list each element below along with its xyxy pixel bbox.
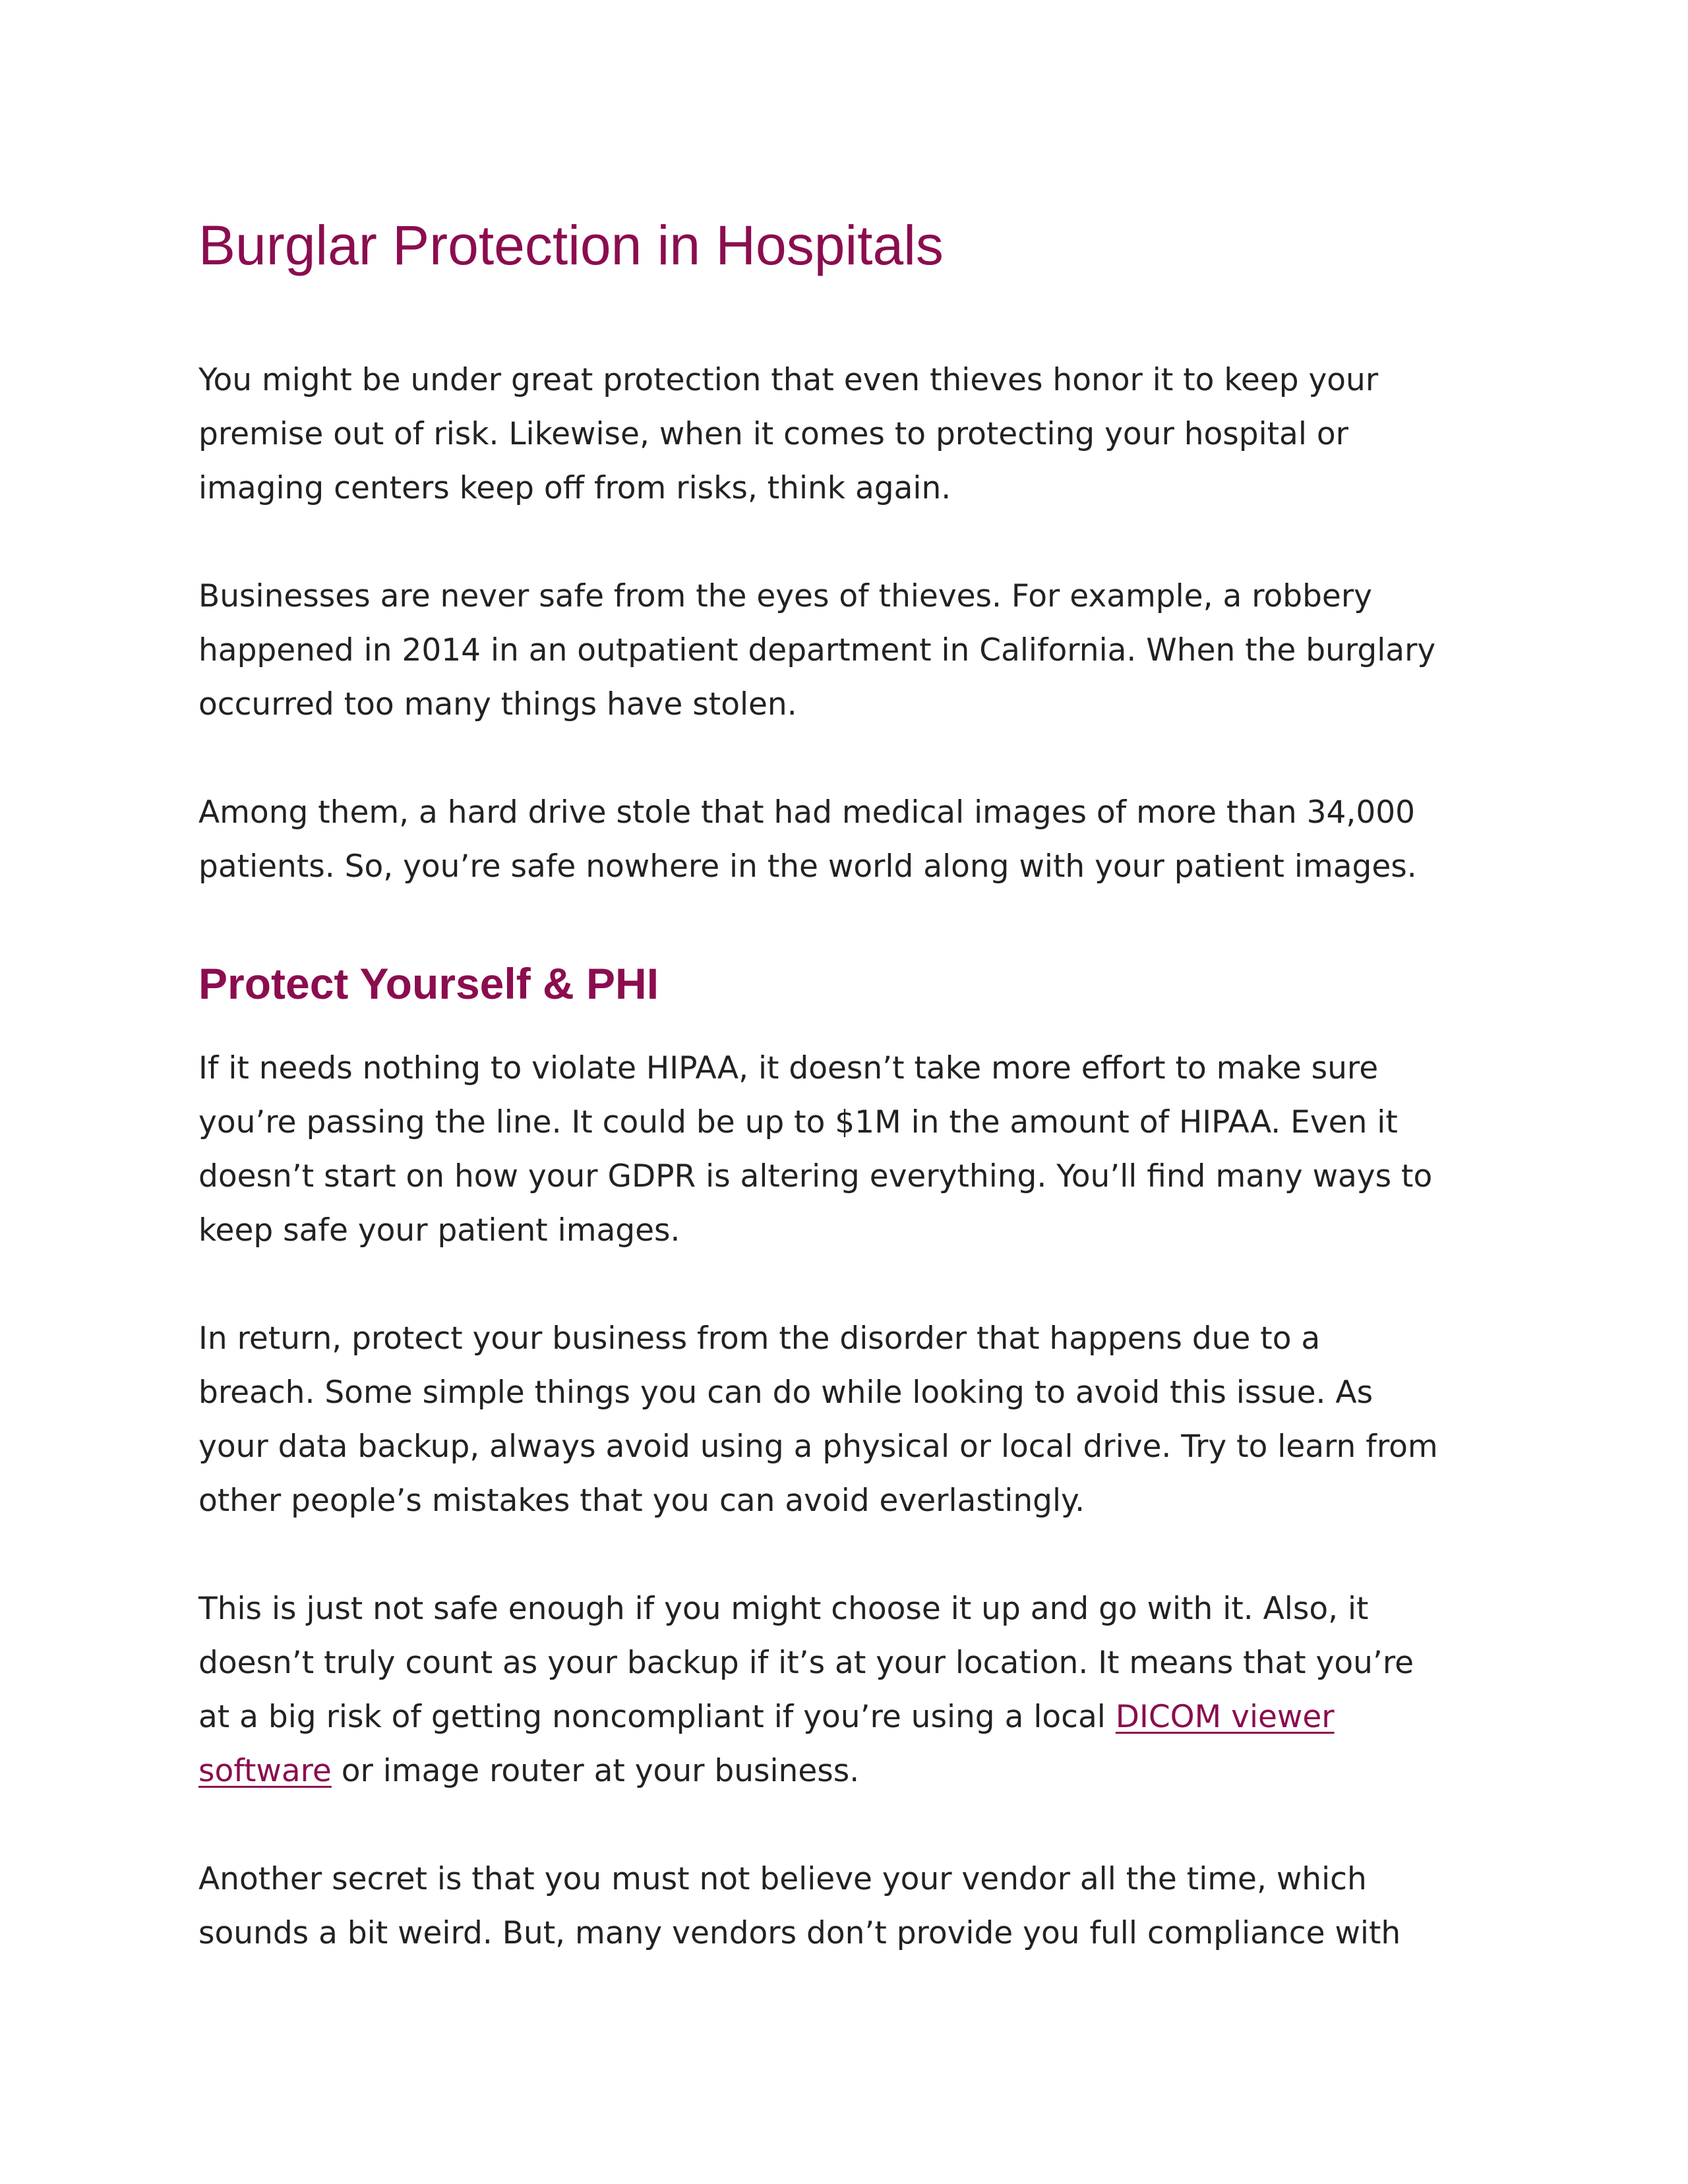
article-title: Burglar Protection in Hospitals [198,214,944,276]
text-segment: or image router at your business. [331,1753,860,1789]
text-line: Businesses are never safe from the eyes of thieves. For example, a robbery [198,578,1372,614]
spacer [198,1798,1511,1852]
text-line: your data backup, always avoid using a physical or local drive. Try to learn from [198,1429,1438,1465]
text-line [198,1744,1511,1798]
paragraph-intro-3 [198,786,1511,894]
text-line: imaging centers keep off from risks, think again. [198,470,951,506]
text-line [198,1690,1511,1744]
spacer [198,285,1511,353]
text-line: doesn’t truly count as your backup if it’s at your location. It means that you’re [198,1645,1414,1681]
spacer [198,894,1511,952]
article-body [198,206,1511,1961]
text-line: sounds a bit weird. But, many vendors don’t provide you full compliance with [198,1915,1401,1951]
spacer [198,1258,1511,1312]
text-line: you’re passing the line. It could be up to $1M in the amount of HIPAA. Even it [198,1104,1398,1140]
text-line: This is just not safe enough if you might choose it up and go with it. Also, it [198,1591,1369,1627]
paragraph-final [198,1852,1511,1961]
text-line: Among them, a hard drive stole that had medical images of more than 34,000 [198,794,1416,831]
paragraph-intro-1 [198,353,1511,516]
text-line: doesn’t start on how your GDPR is altering everything. You’ll find many ways to [198,1158,1433,1195]
dicom-viewer-link[interactable]: DICOM viewer [1115,1699,1335,1735]
spacer [198,1528,1511,1582]
text-line: In return, protect your business from the disorder that happens due to a [198,1320,1321,1357]
paragraph-with-link [198,1582,1511,1798]
spacer [198,1015,1511,1042]
text-line: premise out of risk. Likewise, when it comes to protecting your hospital or [198,416,1348,452]
text-line: other people’s mistakes that you can avoid everlastingly. [198,1483,1085,1519]
text-line: keep safe your patient images. [198,1212,680,1249]
spacer [198,516,1511,570]
text-line: breach. Some simple things you can do while looking to avoid this issue. As [198,1374,1373,1411]
spacer [198,732,1511,786]
text-line: If it needs nothing to violate HIPAA, it doesn’t take more effort to make sure [198,1050,1379,1086]
text-segment: at a big risk of getting noncompliant if you’re using a local [198,1699,1116,1735]
text-line: happened in 2014 in an outpatient department in California. When the burglary [198,632,1436,668]
paragraph-section-2 [198,1312,1511,1528]
dicom-viewer-link-continued[interactable]: software [198,1753,332,1789]
text-line: occurred too many things have stolen. [198,686,797,723]
text-line: Another secret is that you must not believe your vendor all the time, which [198,1861,1367,1897]
section-heading: Protect Yourself & PHI [198,959,659,1008]
text-line: patients. So, you’re safe nowhere in the world along with your patient images. [198,848,1417,885]
paragraph-intro-2 [198,570,1511,732]
text-line: You might be under great protection that even thieves honor it to keep your [198,362,1379,398]
paragraph-section-1 [198,1042,1511,1258]
